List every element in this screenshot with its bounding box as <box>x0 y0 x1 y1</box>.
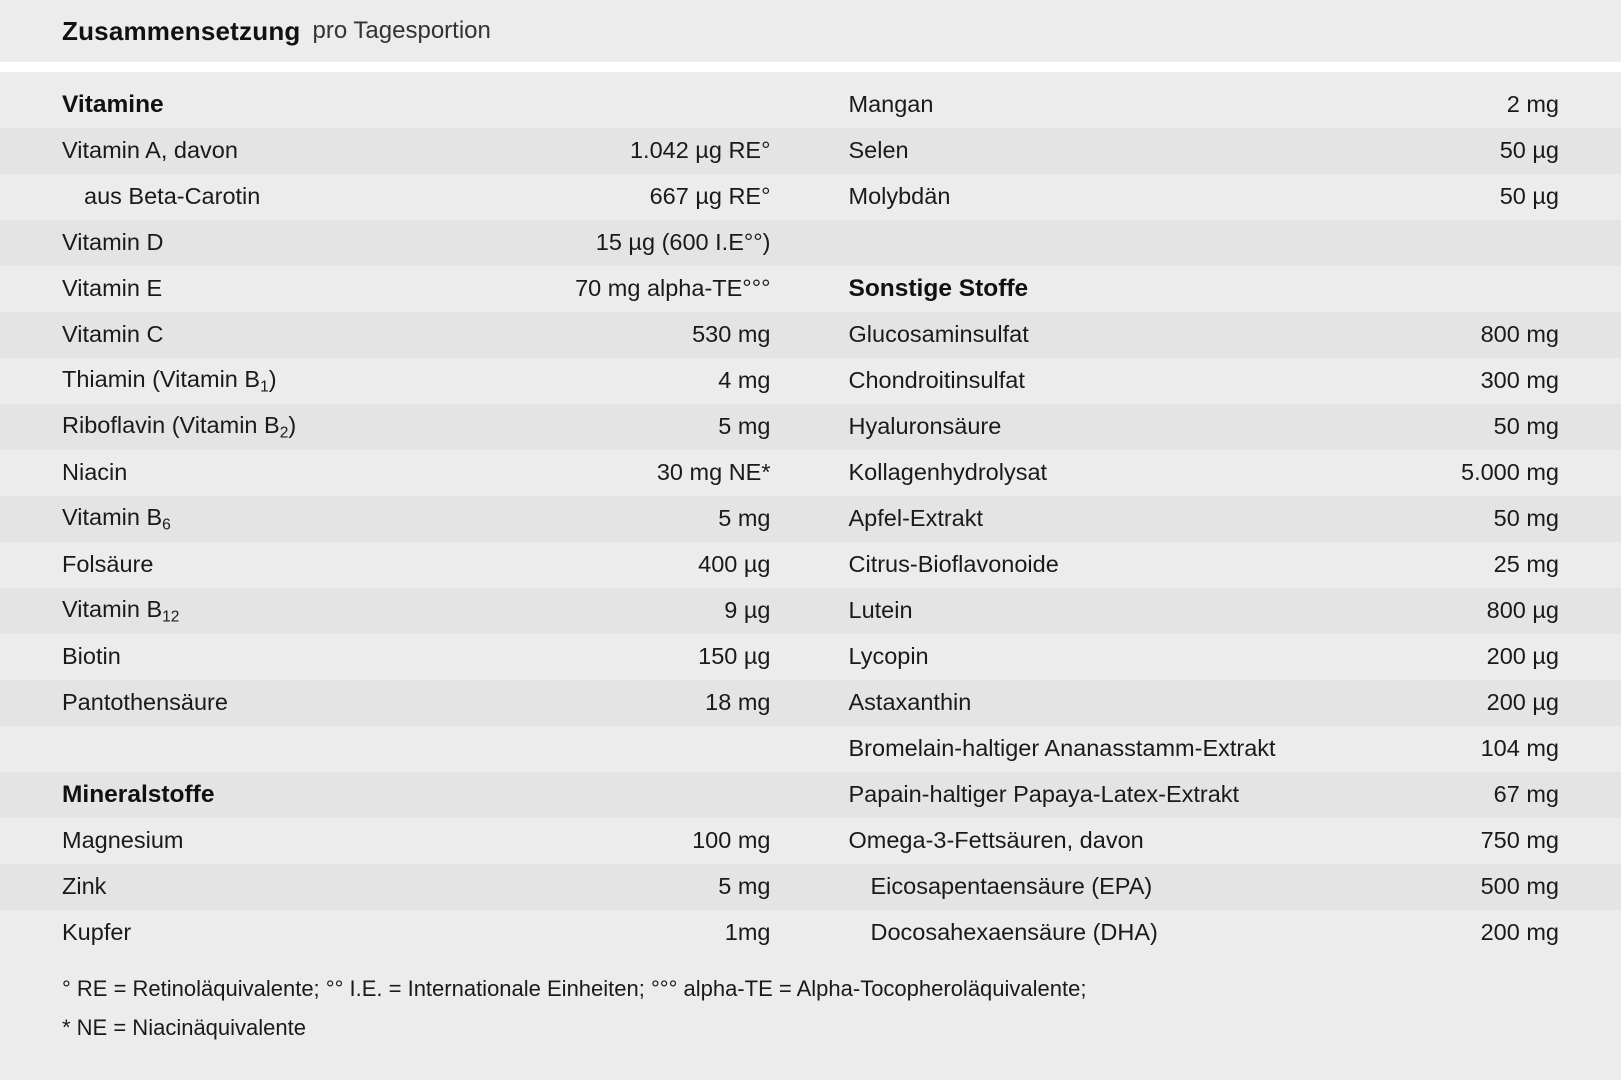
nutrient-value: 70 mg alpha-TE°°° <box>575 275 771 302</box>
nutrient-row <box>0 496 811 542</box>
nutrient-value: 18 mg <box>705 689 771 716</box>
nutrient-value: 9 µg <box>724 597 771 624</box>
nutrient-label: Vitamin $B_{12}$ <box>62 595 180 625</box>
nutrient-value: 530 mg <box>692 321 771 348</box>
nutrient-label: Bromelain-haltiger Ananasstamm-Extrakt <box>848 735 1276 762</box>
section-heading-row <box>811 266 1621 312</box>
nutrient-label: Mangan <box>848 91 934 118</box>
nutrient-label: Vitamin A, davon <box>62 137 238 164</box>
nutrient-value: 2 mg <box>1506 91 1559 118</box>
section-heading-label: Vitamine <box>62 90 164 118</box>
nutrient-value: 300 mg <box>1480 367 1559 394</box>
nutrient-label: Vitamin D <box>62 229 164 256</box>
nutrient-value: 4 mg <box>718 367 771 394</box>
nutrient-value: 750 mg <box>1480 827 1559 854</box>
nutrient-label: Selen <box>848 137 909 164</box>
nutrient-value: 5 mg <box>718 873 771 900</box>
nutrient-label: Molybdän <box>848 183 951 210</box>
nutrient-row <box>811 634 1621 680</box>
nutrient-row <box>811 82 1621 128</box>
nutrient-value: 800 µg <box>1486 597 1559 624</box>
nutrient-label: Citrus-Bioflavonoide <box>848 551 1059 578</box>
nutrient-value: 200 µg <box>1486 689 1559 716</box>
nutrient-row <box>811 450 1621 496</box>
nutrient-label: Hyaluronsäure <box>848 413 1002 440</box>
nutrient-value: 5.000 mg <box>1461 459 1559 486</box>
nutrient-label: Docosahexaensäure (DHA) <box>870 919 1158 946</box>
nutrient-row <box>0 450 811 496</box>
composition-columns <box>0 72 1621 956</box>
nutrient-value: 67 mg <box>1493 781 1559 808</box>
nutrient-label: Folsäure <box>62 551 154 578</box>
nutrient-label: Vitamin E <box>62 275 163 302</box>
section-heading-label: Mineralstoffe <box>62 780 215 808</box>
nutrient-row <box>811 128 1621 174</box>
nutrient-row <box>0 588 811 634</box>
nutrient-label: Zink <box>62 873 107 900</box>
nutrient-row <box>0 128 811 174</box>
right-column <box>811 82 1621 956</box>
nutrient-value: 50 µg <box>1499 183 1559 210</box>
nutrient-value: 400 µg <box>698 551 771 578</box>
nutrient-value: 1mg <box>724 919 771 946</box>
section-heading-label: Sonstige Stoffe <box>848 274 1029 302</box>
nutrient-value: 100 mg <box>692 827 771 854</box>
nutrient-value: 104 mg <box>1480 735 1559 762</box>
nutrient-value: 1.042 µg RE° <box>629 137 771 164</box>
nutrient-row <box>0 174 811 220</box>
nutrient-label: Magnesium <box>62 827 184 854</box>
nutrient-label: Lutein <box>848 597 913 624</box>
nutrient-value: 500 mg <box>1480 873 1559 900</box>
nutrient-value: 5 mg <box>718 413 771 440</box>
nutrient-row <box>811 818 1621 864</box>
nutrient-row <box>0 910 811 956</box>
nutrient-row <box>0 680 811 726</box>
nutrient-row <box>0 634 811 680</box>
nutrient-label: aus Beta-Carotin <box>84 183 261 210</box>
nutrient-row <box>0 312 811 358</box>
header-divider <box>0 62 1621 72</box>
nutrient-row <box>811 864 1621 910</box>
nutrient-label: Kupfer <box>62 919 132 946</box>
nutrient-label: Apfel-Extrakt <box>848 505 984 532</box>
section-heading-row <box>0 82 811 128</box>
nutrient-label: Eicosapentaensäure (EPA) <box>870 873 1153 900</box>
nutrient-row <box>811 312 1621 358</box>
nutrient-value: 50 mg <box>1493 505 1559 532</box>
nutrient-row <box>811 772 1621 818</box>
nutrient-value: 50 µg <box>1499 137 1559 164</box>
section-heading-row <box>0 772 811 818</box>
nutrient-label: Omega-3-Fettsäuren, davon <box>848 827 1144 854</box>
nutrient-value: 150 µg <box>698 643 771 670</box>
nutrient-label: Lycopin <box>848 643 929 670</box>
nutrient-value: 667 µg RE° <box>649 183 771 210</box>
nutrient-row <box>0 542 811 588</box>
nutrient-label: Riboflavin (Vitamin $B_2$) <box>62 411 297 441</box>
nutrient-value: 800 mg <box>1480 321 1559 348</box>
nutrient-value: 200 µg <box>1486 643 1559 670</box>
nutrient-value: 30 mg NE* <box>656 459 771 486</box>
nutrient-row <box>811 174 1621 220</box>
nutrient-row <box>811 680 1621 726</box>
left-column <box>0 82 811 956</box>
nutrient-label: Chondroitinsulfat <box>848 367 1025 394</box>
nutrient-row <box>811 542 1621 588</box>
nutrient-value: 50 mg <box>1493 413 1559 440</box>
footnotes <box>0 956 1621 1047</box>
nutrient-row <box>0 266 811 312</box>
nutrient-row <box>811 404 1621 450</box>
nutrient-row <box>811 220 1621 266</box>
nutrient-label: Vitamin C <box>62 321 164 348</box>
nutrient-value: 15 µg (600 I.E°°) <box>595 229 771 256</box>
nutrient-label: Astaxanthin <box>848 689 972 716</box>
page-subtitle: pro Tagesportion <box>312 17 491 44</box>
nutrient-label: Kollagenhydrolysat <box>848 459 1048 486</box>
nutrient-row <box>811 910 1621 956</box>
nutrient-label: Pantothensäure <box>62 689 228 716</box>
nutrient-label: Biotin <box>62 643 121 670</box>
nutrient-row <box>811 588 1621 634</box>
nutrient-row <box>0 404 811 450</box>
nutrient-value: 5 mg <box>718 505 771 532</box>
page-title: Zusammensetzung <box>62 15 301 46</box>
nutrient-row <box>811 726 1621 772</box>
nutrient-label: Thiamin (Vitamin $B_1$) <box>62 365 277 395</box>
nutrient-label: Papain-haltiger Papaya-Latex-Extrakt <box>848 781 1240 808</box>
nutrient-row <box>0 220 811 266</box>
nutrient-row <box>0 358 811 404</box>
nutrient-label: Glucosaminsulfat <box>848 321 1029 348</box>
nutrient-value: 200 mg <box>1480 919 1559 946</box>
table-header <box>0 0 1621 62</box>
nutrient-row <box>811 496 1621 542</box>
nutrient-label: Niacin <box>62 459 128 486</box>
nutrient-row <box>811 358 1621 404</box>
nutrient-row <box>0 726 811 772</box>
nutrient-row <box>0 864 811 910</box>
nutrient-label: Vitamin $B_6$ <box>62 503 171 533</box>
nutrient-value: 25 mg <box>1493 551 1559 578</box>
footnote-line: * NE = Niacinäquivalente <box>62 1014 306 1040</box>
nutrient-row <box>0 818 811 864</box>
footnote-line: ° RE = Retinoläquivalente; °° I.E. = Internationale Einheiten; °°° alpha-TE = Alpha-Tocopheroläquivalente; <box>62 976 1087 1001</box>
